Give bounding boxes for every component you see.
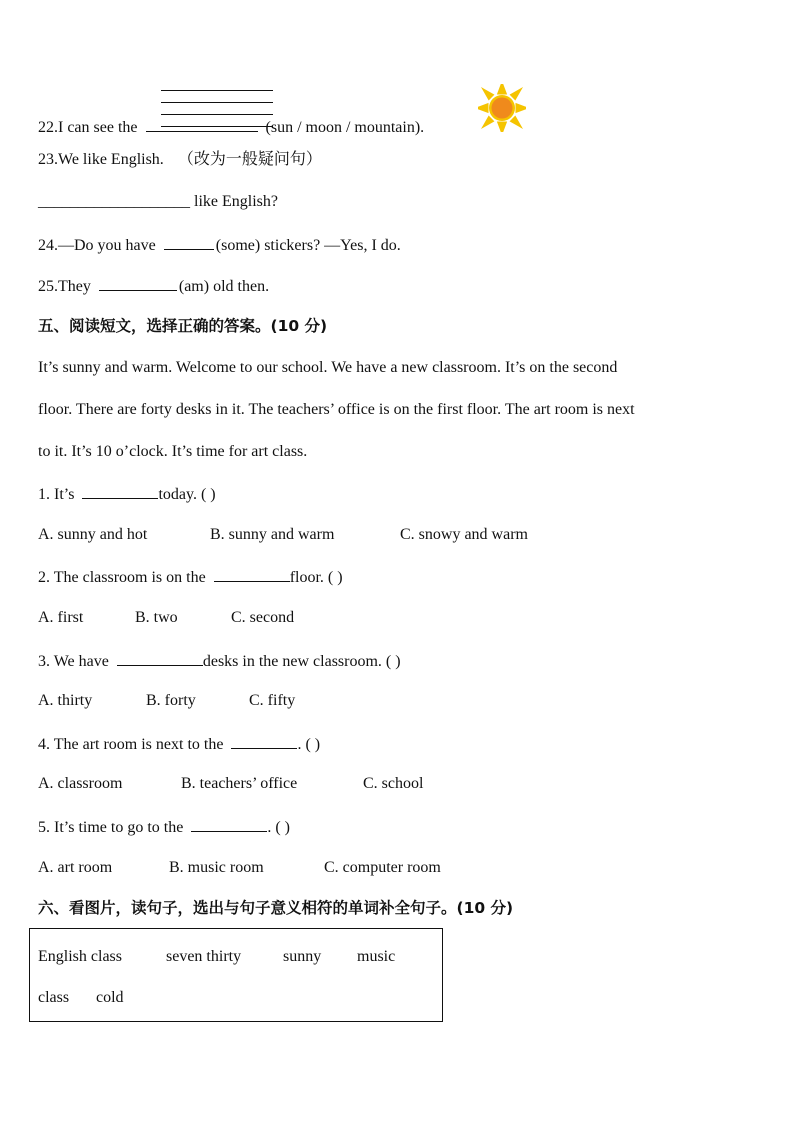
- question-stem: 5. It’s time to go to the: [38, 819, 184, 836]
- q22-answer-blank[interactable]: [146, 116, 258, 132]
- question-24: [38, 234, 401, 256]
- question-stem-end: . ( ): [267, 819, 290, 836]
- option-a[interactable]: A. classroom: [38, 775, 123, 792]
- option-b[interactable]: B. sunny and warm: [210, 526, 335, 543]
- passage-line: It’s sunny and warm. Welcome to our school. We have a new classroom. It’s on the second: [38, 359, 618, 376]
- q23-instruction: （改为一般疑问句）: [177, 151, 322, 168]
- question-stem-end: . ( ): [297, 736, 321, 753]
- option-c[interactable]: C. snowy and warm: [400, 526, 528, 543]
- option-a[interactable]: A. thirty: [38, 692, 93, 709]
- question-stem-end: floor. ( ): [289, 569, 343, 586]
- q24-prefix: 24.—Do you have: [38, 237, 156, 254]
- question-stem: 1. It’s: [38, 486, 75, 503]
- word-bank-item: seven thirty: [166, 948, 242, 965]
- options-row: [38, 858, 441, 878]
- option-c[interactable]: C. school: [363, 775, 424, 792]
- q24-suffix: (some) stickers? —Yes, I do.: [215, 237, 401, 254]
- q23-answer-line[interactable]: ___________________ like English?: [38, 193, 278, 210]
- passage-line: floor. There are forty desks in it. The teachers’ office is on the first floor. The art room is next: [38, 401, 635, 418]
- options-row: [38, 608, 294, 628]
- answer-blank[interactable]: [231, 733, 297, 749]
- question-25: [38, 275, 269, 297]
- option-a[interactable]: A. first: [38, 609, 84, 626]
- sun-icon: [478, 84, 526, 132]
- reading-question-1: [38, 483, 216, 505]
- answer-blank[interactable]: [191, 816, 267, 832]
- q23-text: 23.We like English.: [38, 151, 164, 168]
- question-23: [38, 150, 322, 170]
- section-6-heading: 六、看图片，读句子，选出与句子意义相符的单词补全句子。(10 分): [38, 899, 514, 917]
- word-bank-item: English class: [38, 948, 122, 965]
- option-c[interactable]: C. fifty: [249, 692, 296, 709]
- option-b[interactable]: B. forty: [146, 692, 196, 709]
- q22-prefix: 22.I can see the: [38, 119, 138, 136]
- options-row: [38, 691, 295, 711]
- question-22: [38, 116, 424, 138]
- question-stem: 3. We have: [38, 653, 109, 670]
- option-a[interactable]: A. sunny and hot: [38, 526, 148, 543]
- question-stem: 2. The classroom is on the: [38, 569, 206, 586]
- section-5-heading: 五、阅读短文，选择正确的答案。(10 分): [38, 317, 328, 335]
- options-row: [38, 525, 528, 545]
- q25-prefix: 25.They: [38, 278, 91, 295]
- reading-question-2: [38, 566, 343, 588]
- option-a[interactable]: A. art room: [38, 859, 113, 876]
- q22-choices: (sun / moon / mountain).: [265, 119, 425, 136]
- q24-answer-blank[interactable]: [164, 234, 214, 250]
- q25-answer-blank[interactable]: [99, 275, 177, 291]
- question-stem-end: desks in the new classroom. ( ): [202, 653, 401, 670]
- word-bank-box: [29, 928, 443, 1022]
- word-bank-item: sunny: [283, 948, 322, 965]
- q25-suffix: (am) old then.: [178, 278, 270, 295]
- option-b[interactable]: B. two: [135, 609, 178, 626]
- question-stem: 4. The art room is next to the: [38, 736, 224, 753]
- word-bank-item: class: [38, 989, 70, 1006]
- option-b[interactable]: B. teachers’ office: [181, 775, 298, 792]
- answer-blank[interactable]: [82, 483, 158, 499]
- reading-question-3: [38, 650, 401, 672]
- answer-blank[interactable]: [117, 650, 203, 666]
- word-bank-item: music: [357, 948, 396, 965]
- reading-question-5: [38, 816, 290, 838]
- options-row: [38, 774, 423, 794]
- option-c[interactable]: C. computer room: [324, 859, 441, 876]
- word-bank-item: cold: [96, 989, 124, 1006]
- passage-line: to it. It’s 10 o’clock. It’s time for art class.: [38, 443, 308, 460]
- option-c[interactable]: C. second: [231, 609, 295, 626]
- option-b[interactable]: B. music room: [169, 859, 264, 876]
- reading-question-4: [38, 733, 320, 755]
- question-stem-end: today. ( ): [158, 486, 216, 503]
- answer-blank[interactable]: [214, 566, 290, 582]
